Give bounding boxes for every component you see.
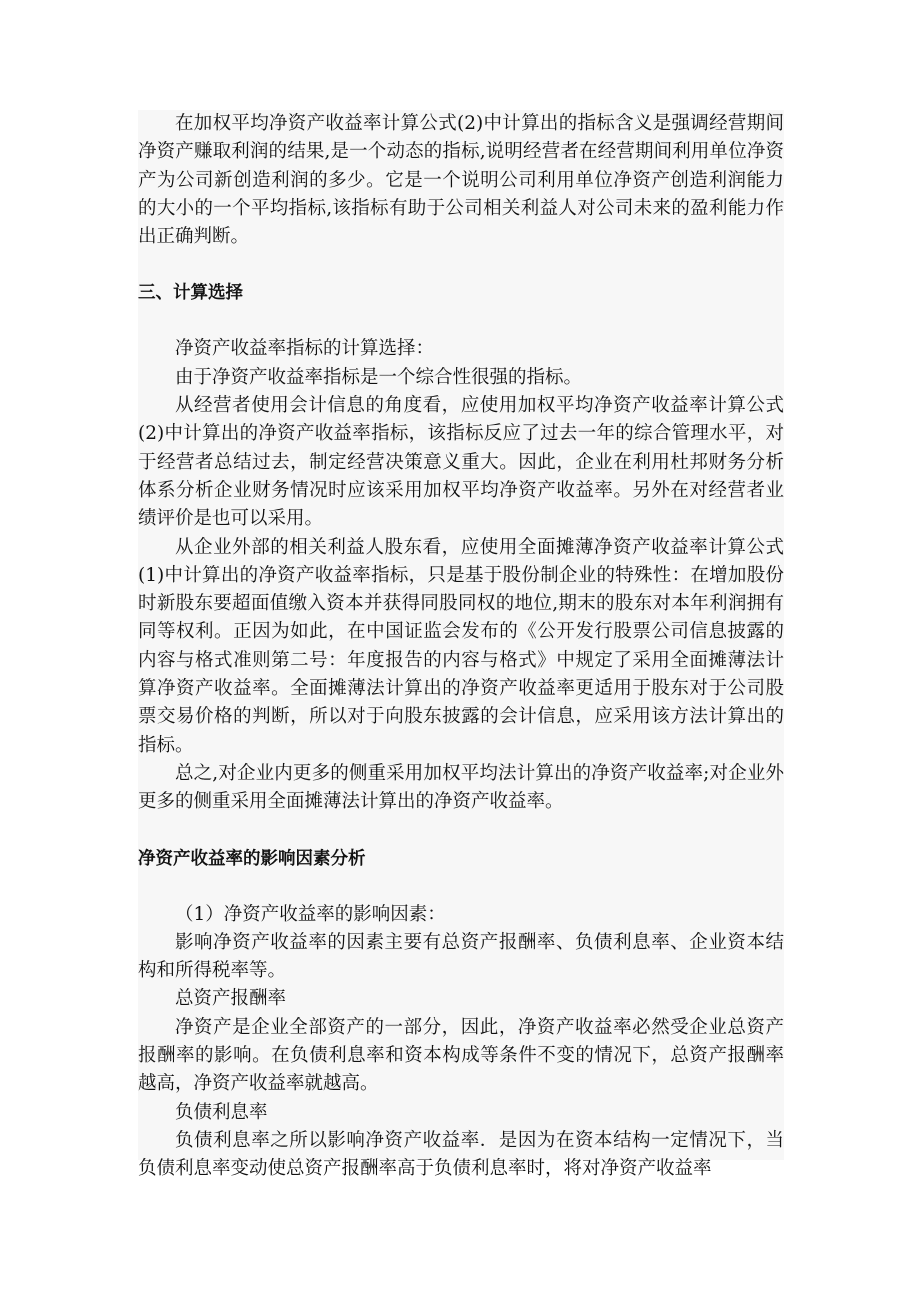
spacer — [138, 307, 784, 335]
spacer — [138, 251, 784, 279]
spacer — [138, 817, 784, 845]
factors-subheading-debt-interest-rate: 负债利息率 — [175, 1101, 268, 1123]
calc-paragraph-2: 由于净资产收益率指标是一个综合性很强的指标。 — [175, 366, 583, 388]
section-heading-calc-selection: 三、计算选择 — [138, 283, 243, 304]
document-body — [138, 110, 784, 1184]
section-heading-influence-factors: 净资产收益率的影响因素分析 — [138, 848, 366, 869]
calc-paragraph-5: 总之,对企业内更多的侧重采用加权平均法计算出的净资产收益率;对企业外更多的侧重采用全面摊薄法计算出的净资产收益率。 — [138, 762, 784, 813]
calc-paragraph-1: 净资产收益率指标的计算选择： — [175, 338, 435, 360]
factors-paragraph-2: 影响净资产收益率的因素主要有总资产报酬率、负债利息率、企业资本结构和所得税率等。 — [138, 931, 784, 982]
factors-paragraph-6: 负债利息率之所以影响净资产收益率．是因为在资本结构一定情况下，当负债利息率变动使总资产报酬率高于负债利息率时，将对净资产收益率 — [138, 1129, 784, 1180]
spacer — [138, 873, 784, 901]
factors-subheading-total-asset-return: 总资产报酬率 — [175, 988, 287, 1010]
factors-paragraph-4: 净资产是企业全部资产的一部分，因此，净资产收益率必然受企业总资产报酬率的影响。在负债利息率和资本构成等条件不变的情况下，总资产报酬率越高，净资产收益率就越高。 — [138, 1016, 784, 1095]
factors-paragraph-1: （1）净资产收益率的影响因素： — [175, 903, 446, 925]
calc-paragraph-4: 从企业外部的相关利益人股东看，应使用全面摊薄净资产收益率计算公式(1)中计算出的净资产收益率指标，只是基于股份制企业的特殊性：在增加股份时新股东要超面值缴入资本并获得同股同权的地位,期末的股东对本年利润拥有同等权利。正因为如此，在中国证监会发布的《公开发行股票公司信息披露的内容与格式准则第二号：年度报告的内容与格式》中规定了采用全面摊薄法计算净资产收益率。全面摊薄法计算出的净资产收益率更适用于股东对于公司股票交易价格的判断，所以对于向股东披露的会计信息，应采用该方法计算出的指标。 — [138, 536, 784, 756]
calc-paragraph-3: 从经营者使用会计信息的角度看，应使用加权平均净资产收益率计算公式(2)中计算出的净资产收益率指标，该指标反应了过去一年的综合管理水平，对于经营者总结过去，制定经营决策意义重大。因此，企业在利用杜邦财务分析体系分析企业财务情况时应该采用加权平均净资产收益率。另外在对经营者业绩评价是也可以采用。 — [138, 395, 784, 530]
intro-paragraph: 在加权平均净资产收益率计算公式(2)中计算出的指标含义是强调经营期间净资产赚取利润的结果,是一个动态的指标,说明经营者在经营期间利用单位净资产为公司新创造利润的多少。它是一个说明公司利用单位净资产创造利润能力的大小的一个平均指标,该指标有助于公司相关利益人对公司未来的盈利能力作出正确判断。 — [138, 113, 784, 248]
